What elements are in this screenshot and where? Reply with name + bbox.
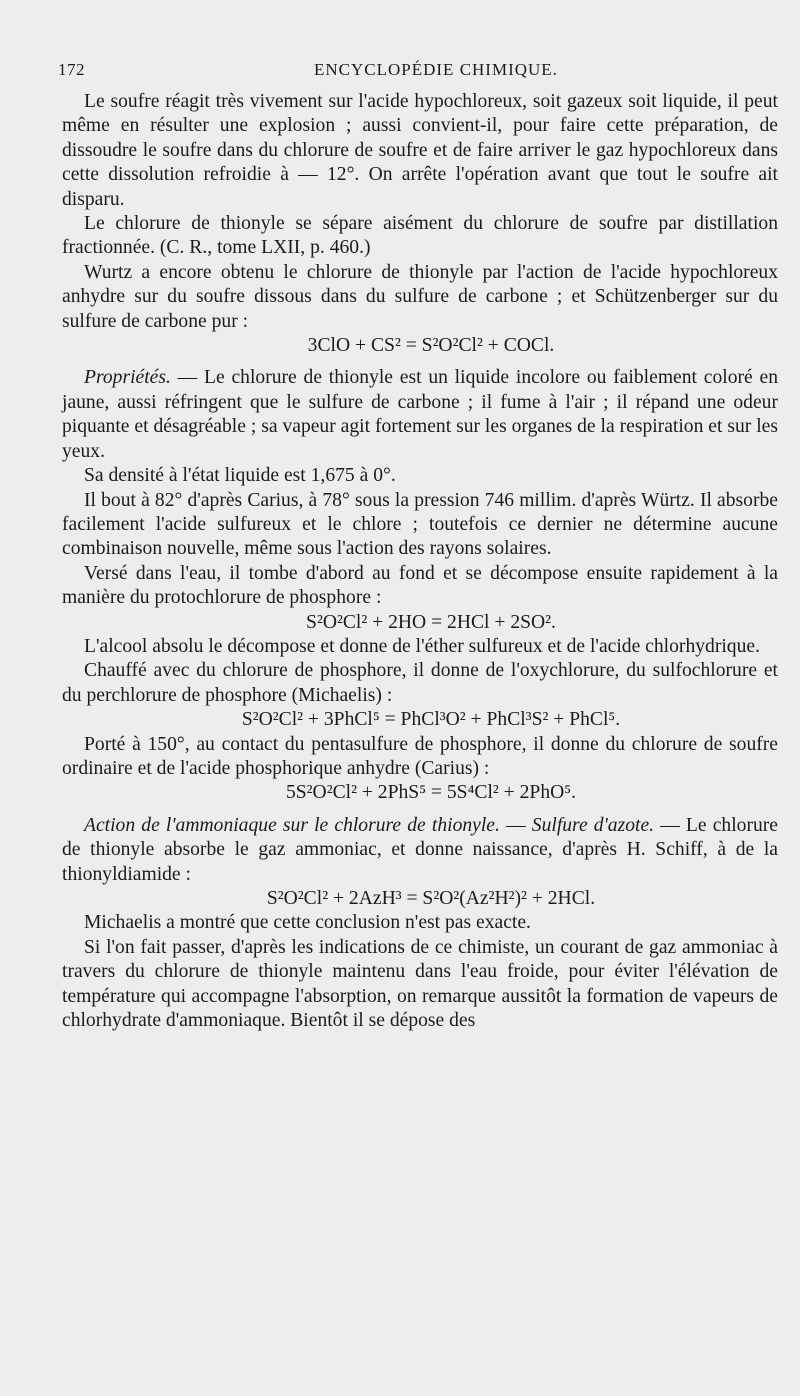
paragraph: Chauffé avec du chlorure de phosphore, il donne de l'oxychlorure, du sulfochlorure et du perchlorure de phosphore (Michaelis) : (62, 660, 778, 706)
running-header (58, 56, 758, 86)
paragraph: Si l'on fait passer, d'après les indications de ce chimiste, un courant de gaz ammoniac à travers du chlorure de thionyle maintenu dans l'eau froide, pour éviter l'élévation de température qui accompagne l'absorption, on remarque aussitôt la formation de vapeurs de chlorhydrate d'ammoniaque. Bientôt il se dépose des (62, 936, 778, 1032)
equation: 3ClO + CS² = S²O²Cl² + COCl. (307, 335, 555, 357)
paragraph: Sa densité à l'état liquide est 1,675 à 0°. (84, 465, 396, 487)
paragraph: Le soufre réagit très vivement sur l'acide hypochloreux, soit gazeux soit liquide, il peut même en résulter une explosion ; aussi convient-il, pour faire cette préparation, de dissoudre le soufre dans du chlorure de soufre et de faire arriver le gaz hypochloreux dans cette dissolution refroidie à — 12°. On arrête l'opération avant que tout le soufre ait disparu. (62, 91, 778, 210)
paragraph: Michaelis a montré que cette conclusion n'est pas exacte. (84, 912, 531, 934)
equation: S²O²Cl² + 2AzH³ = S²O²(Az²H²)² + 2HCl. (266, 888, 596, 909)
paragraph: L'alcool absolu le décompose et donne de l'éther sulfureux et de l'acide chlorhydrique. (84, 635, 760, 657)
section-heading: Action de l'ammoniaque sur le chlorure de thionyle. (84, 814, 500, 836)
section-heading: Propriétés. (84, 367, 171, 389)
section-heading: Sulfure d'azote. (531, 814, 655, 836)
equation: 5S²O²Cl² + 2PhS⁵ = 5S⁴Cl² + 2PhO⁵. (285, 782, 577, 804)
paragraph: Propriétés. — Le chlorure de thionyle est un liquide incolore ou faiblement coloré en jaune, aussi réfringent que le sulfure de carbone ; il fume à l'air ; il répand une odeur piquante et désagréable ; sa vapeur agit fortement sur les organes de la respiration et sur les yeux. (62, 367, 778, 462)
paragraph: Wurtz a encore obtenu le chlorure de thionyle par l'action de l'acide hypochloreux anhydre sur du soufre dissous dans du sulfure de carbone ; et Schützenberger sur du sulfure de carbone pur : (62, 261, 778, 332)
paragraph: Il bout à 82° d'après Carius, à 78° sous la pression 746 millim. d'après Würtz. Il absorbe facilement l'acide sulfureux et le chlore ; toutefois ce dernier ne détermine aucune combinaison nouvelle, même sous l'action des rayons solaires. (62, 489, 778, 560)
paragraph: Action de l'ammoniaque sur le chlorure de thionyle. — Sulfure d'azote. — Le chlorure de thionyle absorbe le gaz ammoniac, et donne naissance, d'après H. Schiff, à de la thionyldiamide : (62, 814, 778, 885)
paragraph: Le chlorure de thionyle se sépare aisément du chlorure de soufre par distillation fractionnée. (C. R., tome LXII, p. 460.) (62, 213, 778, 259)
paragraph: Versé dans l'eau, il tombe d'abord au fond et se décompose ensuite rapidement à la manière du protochlorure de phosphore : (62, 562, 778, 609)
paragraph: Porté à 150°, au contact du pentasulfure de phosphore, il donne du chlorure de soufre ordinaire et de l'acide phosphorique anhydre (Carius) : (62, 733, 778, 779)
equation: S²O²Cl² + 2HO = 2HCl + 2SO². (306, 611, 556, 633)
equation: S²O²Cl² + 3PhCl⁵ = PhCl³O² + PhCl³S² + PhCl⁵. (241, 709, 621, 731)
running-title: ENCYCLOPÉDIE CHIMIQUE. (314, 60, 558, 79)
body-text (62, 90, 778, 1033)
page-number: 172 (58, 60, 85, 79)
